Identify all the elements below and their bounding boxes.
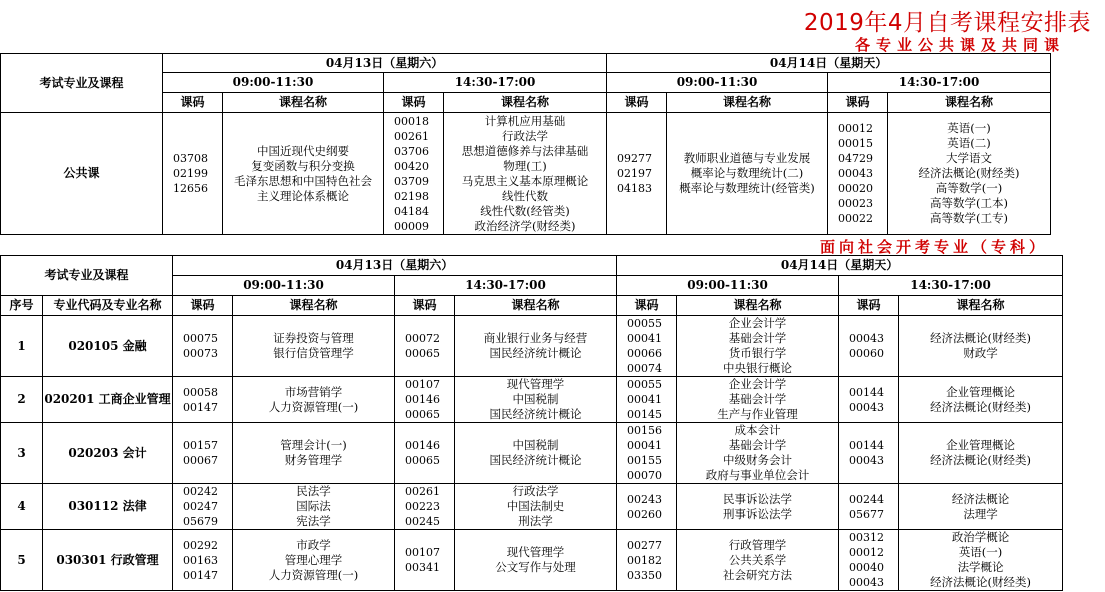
course-line: 基础会计学 [728,331,787,345]
course-line: 财政学 [963,346,998,360]
course-line: 法理学 [963,506,998,521]
course-line: 00060 [849,347,885,360]
course-line: 00073 [183,347,219,360]
course-line: 国民经济统计概论 [489,453,582,467]
course-names-cell [233,377,395,423]
header-course-name: 课程名称 [233,296,395,316]
course-line: 英语(一) [947,121,991,135]
table-row [1,423,1063,484]
course-codes-cell [617,377,677,423]
course-line: 03709 [394,174,429,188]
course-names-cell [233,530,395,591]
course-line: 刑法学 [518,514,553,528]
course-line: 00065 [405,454,441,467]
course-line: 00072 [405,332,441,345]
course-line: 经济法概论 [951,491,1010,506]
course-codes-cell [384,113,444,235]
course-line: 00261 [405,485,441,498]
course-line: 国民经济统计概论 [489,346,582,360]
row-seq: 5 [1,530,43,591]
header-day1-am: 09:00-11:30 [163,73,384,93]
course-names-cell [899,316,1063,377]
course-line: 00242 [183,485,219,498]
course-names-cell [667,113,828,235]
section-title-specialty-courses: 面向社会开考专业（专科） [820,238,1049,256]
course-line: 经济法概论(财经类) [918,166,1020,180]
course-line: 00107 [405,546,441,559]
course-line: 03350 [627,568,663,582]
course-line: 行政法学 [502,128,549,143]
course-line: 马克思主义基本原理概论 [461,173,589,188]
course-line: 经济法概论(财经类) [930,575,1032,589]
course-line: 基础会计学 [728,438,787,452]
course-line: 00055 [627,378,663,391]
header-course-name: 课程名称 [677,296,839,316]
course-line: 00022 [838,212,874,225]
course-line: 00155 [627,454,663,467]
course-line: 民事诉讼法学 [723,491,793,506]
course-line: 00145 [627,408,663,421]
course-names-cell [677,484,839,530]
course-line: 经济法概论(财经类) [930,453,1032,467]
course-line: 00058 [183,385,219,399]
course-line: 企业会计学 [728,377,787,391]
course-line: 生产与作业管理 [717,407,798,421]
course-line: 企业管理概论 [946,438,1016,452]
course-line: 财务管理学 [284,453,343,467]
course-line: 物理(工) [503,158,547,173]
course-codes-cell [173,316,233,377]
header-code: 课码 [173,296,233,316]
course-names-cell [233,484,395,530]
course-line: 00420 [394,159,429,173]
course-line: 00043 [849,576,885,589]
course-codes-cell [173,484,233,530]
course-line: 00277 [627,538,663,552]
course-names-cell [455,484,617,530]
course-line: 00066 [627,347,663,360]
course-line: 02199 [173,167,208,180]
header-code: 课码 [617,296,677,316]
course-line: 行政法学 [512,484,559,498]
course-codes-cell [173,377,233,423]
course-line: 刑事诉讼法学 [723,506,793,521]
course-line: 00043 [849,400,885,414]
course-line: 00020 [838,182,874,195]
course-names-cell [444,113,607,235]
course-codes-cell [395,377,455,423]
course-names-cell [677,423,839,484]
course-line: 00147 [183,568,219,582]
course-line: 经济法概论(财经类) [930,399,1032,414]
course-codes-cell [607,113,667,235]
section-title-common-courses: 各专业公共课及共同课 [854,36,1065,54]
course-line: 00244 [849,492,885,506]
course-line: 00144 [849,385,885,399]
header-course-name: 课程名称 [223,93,384,113]
course-line: 00041 [627,393,663,406]
course-line: 00018 [394,114,429,128]
course-line: 宪法学 [296,514,331,528]
course-line: 高等数学(工专) [930,211,1009,225]
course-codes-cell [617,530,677,591]
course-line: 经济法概论(财经类) [930,331,1032,345]
course-line: 中国税制 [512,392,559,406]
course-line: 00075 [183,332,219,345]
table-row [1,530,1063,591]
course-names-cell [223,113,384,235]
course-line: 00107 [405,378,441,391]
course-line: 大学语文 [946,151,993,165]
course-line: 中国法制史 [506,499,565,513]
course-line: 高等数学(工本) [930,196,1009,210]
header-course-name: 课程名称 [455,296,617,316]
course-line: 00041 [627,332,663,345]
row-label-public-courses: 公共课 [1,113,163,235]
course-line: 英语(二) [947,136,991,150]
course-line: 02197 [617,167,653,180]
course-line: 管理会计(一) [280,438,347,452]
course-line: 00067 [183,454,219,467]
specialty-courses-table [0,255,1063,591]
header-course-name: 课程名称 [888,93,1051,113]
course-line: 04183 [617,182,653,195]
course-line: 国民经济统计概论 [489,407,582,421]
course-line: 09277 [617,152,653,165]
course-line: 民法学 [296,484,331,498]
course-line: 英语(一) [958,545,1003,559]
course-names-cell [899,423,1063,484]
course-line: 00146 [405,393,441,406]
course-line: 教师职业道德与专业发展 [683,151,811,165]
course-line: 00074 [627,362,663,375]
course-line: 线性代数 [502,188,549,203]
course-line: 计算机应用基础 [484,113,566,128]
header-day1-am: 09:00-11:30 [173,276,395,296]
course-names-cell [233,316,395,377]
header-code: 课码 [163,93,223,113]
course-line: 00041 [627,439,663,452]
course-codes-cell [617,484,677,530]
course-line: 概率论与数理统计(经管类) [679,181,815,195]
course-names-cell [888,113,1051,235]
course-line: 00009 [394,219,429,233]
course-codes-cell [828,113,888,235]
course-line: 市政学 [296,537,331,552]
header-code: 课码 [384,93,444,113]
course-codes-cell [173,423,233,484]
table-row [1,484,1063,530]
table-row [1,316,1063,377]
course-names-cell [455,377,617,423]
course-line: 00312 [849,531,885,544]
header-day2: 04月14日（星期天） [617,256,1063,276]
row-seq: 4 [1,484,43,530]
course-line: 复变函数与积分变换 [251,158,355,173]
course-line: 03706 [394,144,429,158]
course-line: 思想道德修养与法律基础 [461,143,589,158]
course-codes-cell [395,530,455,591]
course-line: 货币银行学 [728,346,787,360]
course-line: 人力资源管理(一) [268,399,359,414]
course-line: 政府与事业单位会计 [705,468,810,482]
row-seq: 2 [1,377,43,423]
course-names-cell [677,316,839,377]
course-line: 00012 [849,546,885,559]
course-line: 00015 [838,137,874,150]
course-line: 02198 [394,189,429,203]
course-line: 国际法 [296,499,331,513]
course-line: 00245 [405,515,441,528]
course-line: 法学概论 [957,560,1004,574]
course-names-cell [677,377,839,423]
header-day1-pm: 14:30-17:00 [395,276,617,296]
row-major: 020201 工商企业管理 [43,377,173,423]
row-major: 030301 行政管理 [43,530,173,591]
course-line: 00243 [627,492,663,506]
course-line: 公文写作与处理 [495,560,576,574]
course-names-cell [455,316,617,377]
header-day2-am: 09:00-11:30 [617,276,839,296]
course-line: 毛泽东思想和中国特色社会 [234,173,372,188]
course-line: 00163 [183,553,219,567]
course-codes-cell [839,316,899,377]
course-line: 企业会计学 [728,316,787,330]
header-major-code-name: 专业代码及专业名称 [43,296,173,316]
course-line: 05677 [849,507,885,521]
header-course-name: 课程名称 [899,296,1063,316]
header-day1: 04月13日（星期六） [173,256,617,276]
course-codes-cell [395,423,455,484]
row-seq: 1 [1,316,43,377]
course-line: 04729 [838,152,874,165]
course-names-cell [677,530,839,591]
row-major: 020105 金融 [43,316,173,377]
course-names-cell [899,377,1063,423]
course-line: 00055 [627,317,663,330]
header-day2: 04月14日（星期天） [607,54,1051,73]
header-code: 课码 [828,93,888,113]
course-line: 00292 [183,538,219,552]
course-line: 00070 [627,469,663,482]
course-line: 00157 [183,439,219,452]
course-line: 中级财务会计 [723,453,793,467]
course-line: 00065 [405,347,441,360]
course-line: 政治经济学(财经类) [474,218,576,233]
course-line: 基础会计学 [728,392,787,406]
course-line: 00043 [849,454,885,467]
course-names-cell [899,530,1063,591]
course-line: 中国税制 [512,438,559,452]
course-codes-cell [839,484,899,530]
course-codes-cell [163,113,223,235]
course-line: 00043 [838,167,874,180]
course-line: 12656 [173,182,208,195]
course-line: 00023 [838,197,874,210]
course-line: 中央银行概论 [723,361,793,375]
course-line: 政治学概论 [951,530,1010,544]
header-day2-pm: 14:30-17:00 [839,276,1063,296]
course-line: 银行信贷管理学 [273,346,354,360]
header-day2-am: 09:00-11:30 [607,73,828,93]
course-line: 04184 [394,204,429,218]
header-seq: 序号 [1,296,43,316]
course-line: 社会研究方法 [723,567,793,582]
header-exam-major-course: 考试专业及课程 [1,256,173,296]
course-codes-cell [839,377,899,423]
course-names-cell [455,530,617,591]
course-line: 00144 [849,439,885,452]
course-line: 00261 [394,129,429,143]
table-row [1,377,1063,423]
course-line: 现代管理学 [506,545,565,559]
common-courses-table [0,53,1051,235]
course-line: 00223 [405,500,441,513]
course-line: 管理心理学 [284,552,343,567]
course-line: 概率论与数理统计(二) [690,166,804,180]
course-line: 证券投资与管理 [273,331,354,345]
course-line: 00065 [405,408,441,421]
course-codes-cell [617,423,677,484]
header-exam-major-course: 考试专业及课程 [1,54,163,113]
course-line: 线性代数(经管类) [480,203,570,218]
course-line: 人力资源管理(一) [268,567,359,582]
course-line: 00247 [183,500,219,513]
course-names-cell [899,484,1063,530]
header-course-name: 课程名称 [667,93,828,113]
course-line: 成本会计 [734,423,781,437]
row-seq: 3 [1,423,43,484]
course-line: 00182 [627,553,663,567]
course-line: 商业银行业务与经营 [483,331,588,345]
row-major: 020203 会计 [43,423,173,484]
course-line: 高等数学(一) [935,181,1003,195]
course-line: 主义理论体系概论 [257,188,349,203]
course-line: 03708 [173,152,208,165]
course-names-cell [455,423,617,484]
course-line: 00156 [627,424,663,437]
course-codes-cell [395,484,455,530]
course-line: 00012 [838,122,874,135]
course-codes-cell [839,530,899,591]
course-line: 00043 [849,332,885,345]
row-major: 030112 法律 [43,484,173,530]
header-code: 课码 [839,296,899,316]
header-code: 课码 [607,93,667,113]
course-line: 05679 [183,515,219,528]
course-codes-cell [839,423,899,484]
course-line: 中国近现代史纲要 [257,143,349,158]
course-line: 公共关系学 [728,552,787,567]
course-line: 00260 [627,507,663,521]
course-line: 市场营销学 [284,384,343,399]
course-line: 00040 [849,561,885,574]
course-codes-cell [395,316,455,377]
header-code: 课码 [395,296,455,316]
course-line: 00147 [183,400,219,414]
course-codes-cell [617,316,677,377]
course-codes-cell [173,530,233,591]
course-line: 00146 [405,439,441,452]
course-line: 00341 [405,561,441,574]
course-line: 现代管理学 [506,377,565,391]
course-names-cell [233,423,395,484]
course-line: 行政管理学 [728,537,787,552]
page-title: 2019年4月自考课程安排表 [803,10,1091,36]
header-day1: 04月13日（星期六） [163,54,607,73]
header-day1-pm: 14:30-17:00 [384,73,607,93]
header-course-name: 课程名称 [444,93,607,113]
course-line: 企业管理概论 [946,384,1016,399]
header-day2-pm: 14:30-17:00 [828,73,1051,93]
